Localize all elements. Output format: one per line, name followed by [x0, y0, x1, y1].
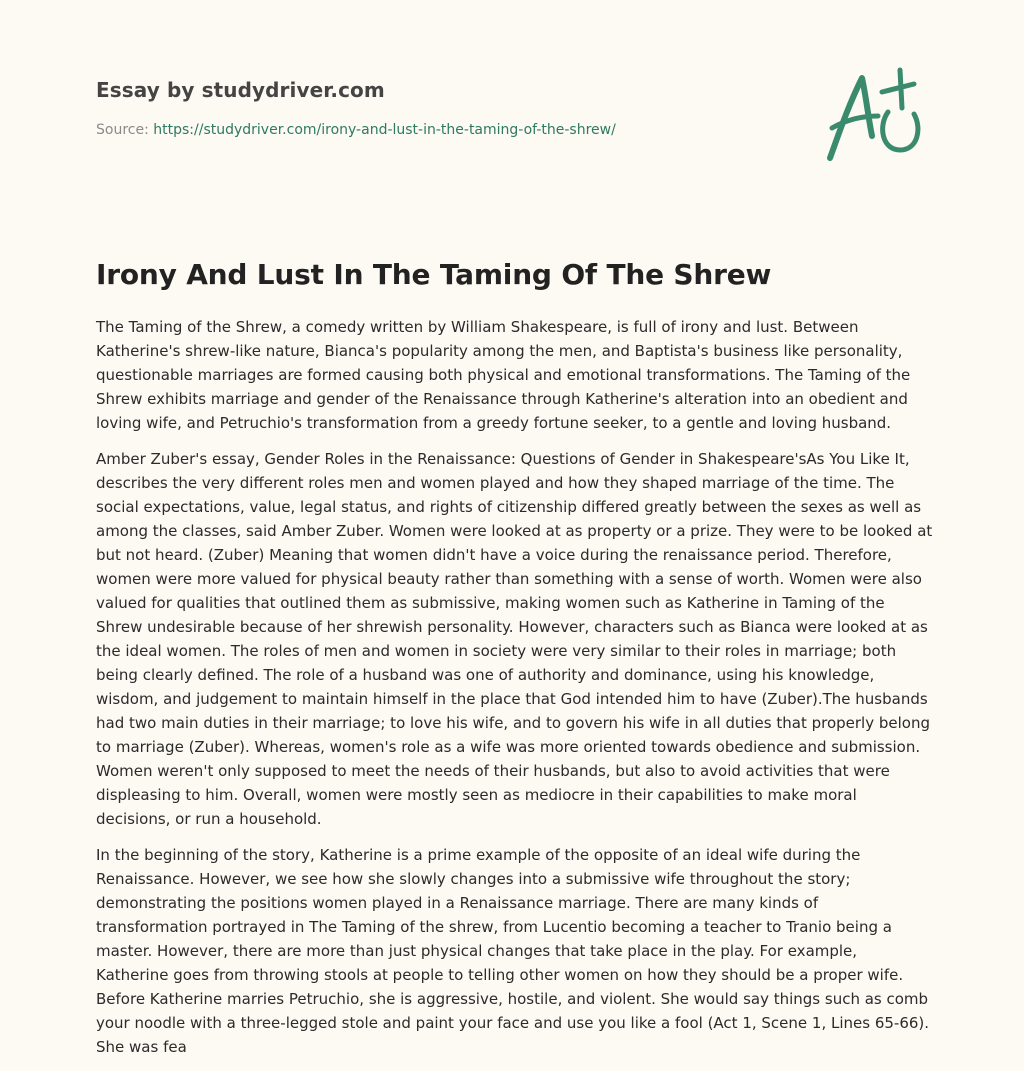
source-link[interactable]: https://studydriver.com/irony-and-lust-in-the-taming-of-the-shrew/ — [153, 122, 616, 138]
source-label: Source: — [96, 122, 154, 138]
essay-paragraph: In the beginning of the story, Katherine is a prime example of the opposite of an ideal wife during the Renaissance. However, we see how she slowly changes into a submissive wife throughout the story; demonstrating the positions women played in a Renaissance marriage. There are many kinds of transformation portrayed in The Taming of the shrew, from Lucentio becoming a teacher to Tranio being a master. However, there are more than just physical changes that take place in the play. For example, Katherine goes from throwing stools at people to telling other women on how they should be a proper wife. Before Katherine marries Petruchio, she is aggressive, hostile, and violent. She would say things such as comb your noodle with a three-legged stole and paint your face and use you like a fool (Act 1, Scene 1, Lines 65-66). She was fea — [96, 846, 930, 1056]
source-line — [96, 120, 796, 140]
essay-title: Irony And Lust In The Taming Of The Shrew — [96, 258, 772, 291]
essay-paragraph: The Taming of the Shrew, a comedy written by William Shakespeare, is full of irony and lust. Between Katherine's shrew-like nature, Bianca's popularity among the men, and Baptista's business like personality, questionable marriages are formed causing both physical and emotional transformations. The Taming of the Shrew exhibits marriage and gender of the Renaissance through Katherine's alteration into an obedient and loving wife, and Petruchio's transformation from a greedy fortune seeker, to a gentle and loving husband. — [96, 318, 911, 432]
document-header — [96, 76, 796, 140]
essay-paragraph: Amber Zuber's essay, Gender Roles in the Renaissance: Questions of Gender in Shakespeare'sAs You Like It, describes the very different roles men and women played and how they shaped marriage of the time. The social expectations, value, legal status, and rights of citizenship differed greatly between the sexes as well as among the classes, said Amber Zuber. Women were looked at as property or a prize. They were to be looked at but not heard. (Zuber) Meaning that women didn't have a voice during the renaissance period. Therefore, women were more valued for physical beauty rather than something with a sense of worth. Women were also valued for qualities that outlined them as submissive, making women such as Katherine in Taming of the Shrew undesirable because of her shrewish personality. However, characters such as Bianca were looked at as the ideal women. The roles of men and women in society were very similar to their roles in marriage; both being clearly defined. The role of a husband was one of authority and dominance, using his knowledge, wisdom, and judgement to maintain himself in the place that God intended him to have (Zuber).The husbands had two main duties in their marriage; to love his wife, and to govern his wife in all duties that properly belong to marriage (Zuber). Whereas, women's role as a wife was more oriented towards obedience and submission. Women weren't only supposed to meet the needs of their husbands, but also to avoid activities that were displeasing to him. Overall, women were mostly seen as mediocre in their capabilities to make moral decisions, or run a household. — [96, 450, 933, 828]
a-plus-logo-icon — [822, 66, 932, 166]
essay-body — [96, 315, 934, 1071]
brand-title: Essay by studydriver.com — [96, 78, 385, 102]
